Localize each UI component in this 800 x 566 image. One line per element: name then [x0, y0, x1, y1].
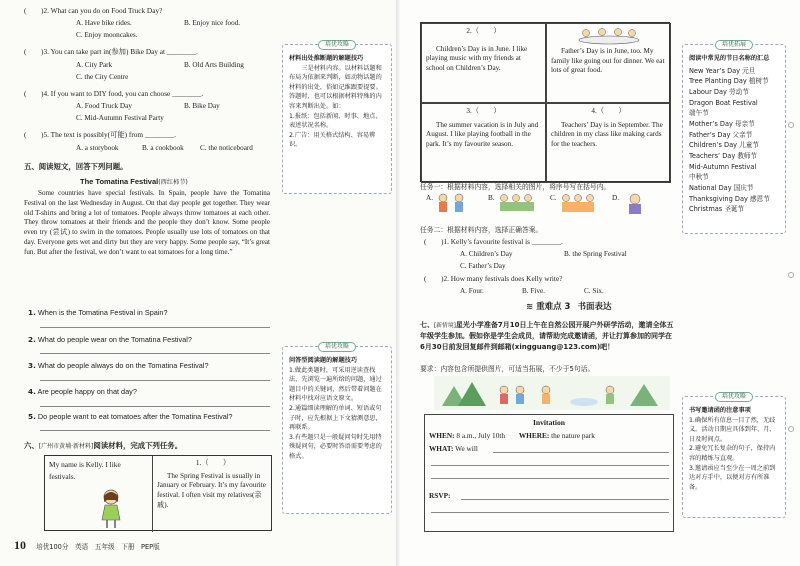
- invitation-tips-box: [682, 393, 786, 518]
- box-content: [283, 45, 391, 150]
- option-c[interactable]: C. the noticeboard: [200, 144, 253, 152]
- q-text: What do people always do on the Tomatina Festival?: [37, 361, 209, 370]
- answer-paren[interactable]: ( ): [424, 237, 444, 246]
- answer-line-4[interactable]: [40, 406, 270, 407]
- option-b[interactable]: B. Enjoy nice food.: [184, 19, 241, 27]
- question-1: [28, 308, 168, 317]
- what-label: WHAT:: [429, 444, 454, 453]
- cell-text: Children’s Day is in June. I like playing music with my friends at school on Children’s Day.: [426, 44, 528, 73]
- box-point-2: 2.避免冗长复杂的句子，保持内容的精炼与直观。: [689, 445, 776, 463]
- festival-item: Children’s Day 儿童节: [689, 141, 759, 150]
- rsvp-line-1[interactable]: [461, 499, 669, 500]
- question-number: 2.: [443, 274, 449, 283]
- answer-paren[interactable]: ( ): [424, 274, 444, 283]
- question-text: How many festivals does Kelly write?: [450, 274, 563, 283]
- binder-hole-icon: [788, 426, 794, 432]
- mc-options-2b: [76, 31, 137, 40]
- mc-question-2: [24, 6, 162, 15]
- box-badge: 培优攻略: [318, 40, 356, 50]
- question-number: 5.: [43, 130, 49, 139]
- option-c[interactable]: C. Six.: [584, 287, 604, 295]
- option-b[interactable]: B. Old Arts Building: [184, 61, 244, 69]
- pic-label-d[interactable]: D.: [612, 194, 619, 202]
- page-number: 10: [14, 538, 26, 552]
- footer-text: 培优100分 英语 五年级 下册 PEP版: [36, 543, 160, 551]
- festival-list: [689, 66, 781, 215]
- task2-question-1: [424, 237, 563, 246]
- question-2: [28, 335, 192, 344]
- box-content: [683, 397, 785, 492]
- mc-options-5: [76, 144, 253, 153]
- cell-text: Teachers’ Day is in September. The children in my class like making cards for the teachers.: [551, 120, 663, 149]
- box-content: [683, 45, 785, 215]
- festival-item: Thanksgiving Day 感恩节: [689, 194, 770, 203]
- answer-paren[interactable]: ( ): [24, 89, 44, 98]
- answer-paren[interactable]: ( ): [24, 47, 44, 56]
- cell-text: Father’s Day is in June, too. My family like going out for dinner. We eat lots of great food.: [551, 47, 665, 75]
- answer-line-1[interactable]: [40, 327, 270, 328]
- mc-options-2: [76, 19, 240, 28]
- when-label: WHEN:: [429, 431, 455, 440]
- box-point-3: 3.有些题只是一般疑问句时先用特殊疑问句，必要时答语需要考虑的格式。: [289, 433, 382, 461]
- mc-question-4: [24, 89, 203, 98]
- kelly-intro: My name is Kelly. I like festivals.: [49, 460, 121, 481]
- what-line-3[interactable]: [431, 478, 669, 479]
- q-num: 1.: [28, 308, 36, 317]
- where-value: the nature park: [551, 431, 595, 440]
- box-point-2: 2.广告：用关格式结构、容易辨识。: [289, 131, 376, 149]
- question-text: You can take part in(参加) Bike Day at ________.: [50, 47, 198, 56]
- rsvp-line-2[interactable]: [431, 512, 669, 513]
- q-num: 2.: [28, 335, 36, 344]
- what-value: We will: [455, 444, 478, 453]
- what-line-2[interactable]: [431, 465, 669, 466]
- mc-options-3b: [76, 73, 128, 82]
- picture-options: [426, 192, 670, 224]
- extension-box: [682, 41, 786, 234]
- q-text: Do people want to eat tomatoes after the Tomatina Festival?: [37, 412, 233, 421]
- box-point-1: 1.报纸：包括新闻、时事、地点、表述状况名称。: [289, 112, 382, 130]
- answer-line-2[interactable]: [40, 353, 270, 354]
- task2-options-2: [460, 287, 604, 296]
- festival-item: New Year’s Day 元旦: [689, 66, 756, 75]
- strategy-box-2: [282, 343, 392, 514]
- box-heading: 阅读中常见的节日名称的汇总: [689, 55, 770, 62]
- cell-number[interactable]: 2.（ ）: [466, 27, 501, 35]
- passage-title: [80, 177, 188, 187]
- item-1-number[interactable]: 1.（ ）: [195, 459, 231, 467]
- option-a[interactable]: A. Four.: [460, 287, 484, 295]
- section-7-text: 星光小学准备7月10日上午在自然公园开展户外研学活动，邀请全体五年级学生参加。假如你是学生会成员，请帮助完成邀请函，并让打算参加的同学在6月30日前发回复邮件到邮箱(xingguang@123.com)吧！: [420, 321, 674, 351]
- pic-label-a[interactable]: A.: [426, 194, 433, 202]
- passage-text: Some countries have special festivals. In Spain, people have the Tomatina Festival on the last Wednesday in August. On that day people get together. They wear old T-shirts and bring a lot of tomatoes. People always throw tomatoes at each other. They throw tomatoes at their friends and the people they don’t know. Some people even try (尝试) to swim in the tomatoes. People usually use lots of tomatoes on that day. Everyone gets wet and dirty but they are very happy. Some people say, “It’s great fun. But after the festival, we don’t want to eat tomatoes for a long time.”: [24, 189, 270, 256]
- where-label: WHERE:: [518, 431, 550, 440]
- q-text: Are people happy on that day?: [37, 387, 137, 396]
- page-footer: [14, 538, 160, 553]
- binder-hole-icon: [788, 122, 794, 128]
- box-point-2: 2.通篇细读理解的单词、短语或句子时，应先根据上下文猜测意思，再联系。: [289, 405, 382, 432]
- passage-title-cn: (西红柿节): [158, 179, 188, 186]
- option-a[interactable]: A. City Park: [76, 61, 113, 69]
- cell-teachers-day: [546, 103, 671, 183]
- passage-title-en: The Tomatina Festival: [80, 177, 159, 186]
- box-badge: 培优拓展: [715, 40, 753, 50]
- section-6-title: [24, 441, 182, 451]
- mc-options-4b: [76, 114, 164, 123]
- cell-number[interactable]: 3.（ ）: [466, 107, 501, 115]
- item-1-text: The Spring Festival is usually in January or February. It’s my favourite festival. I often visit my relatives(亲戚).: [157, 471, 266, 509]
- pic-b-icon: [496, 192, 540, 218]
- box-point-1: 1.做此类题时，可采用逆读查找法，先浏览一遍所给的问题，通过题目中的关键词，然后带着问题在材料中找对应语文原文。: [289, 366, 382, 403]
- festival-item: National Day 国庆节: [689, 184, 754, 192]
- banner-wave-icon: ≋: [526, 302, 534, 312]
- festival-item: Father’s Day 父亲节: [689, 130, 753, 139]
- q-text: What do people wear on the Tomatina Festival?: [37, 335, 192, 344]
- key-point-title: 书面表达: [577, 302, 612, 312]
- option-a[interactable]: A. Children’s Day: [460, 250, 513, 258]
- section-title-text: 阅读材料，完成下列任务。: [93, 441, 183, 450]
- invitation-rsvp: [429, 491, 451, 500]
- box-content: [283, 347, 391, 462]
- q-text: When is the Tomatina Festival in Spain?: [37, 308, 168, 317]
- task2-options-1b: [460, 262, 506, 271]
- mc-options-3: [76, 61, 244, 70]
- box-heading: 书写邀请函的注意事项: [689, 407, 751, 414]
- cell-text: The summer vacation is in July and August. I like playing football in the park. It’s my favourite season.: [426, 120, 539, 149]
- festival-item: Dragon Boat Festival: [689, 98, 758, 107]
- box-point-3: 3.邀请函应当至少在一周之前到达对方手中，以便对方有所准备。: [689, 464, 776, 491]
- pic-c-icon: [558, 192, 598, 218]
- option-c[interactable]: C. Enjoy mooncakes.: [76, 31, 138, 39]
- cell-summer-vacation: [421, 103, 546, 183]
- task2-options-1: [460, 250, 627, 259]
- box-badge: 培优攻略: [715, 392, 753, 402]
- q-num: 5.: [28, 412, 36, 421]
- pic-label-b[interactable]: B.: [488, 194, 495, 202]
- girl-illustration: [97, 488, 125, 530]
- source-tag: [广州市黄埔·新材料]: [38, 443, 94, 450]
- section-7-requirement: 要求：内容包含所提供图片，可适当拓展，不少于5句话。: [420, 365, 595, 373]
- right-page: [400, 0, 800, 566]
- binder-hole-icon: [788, 272, 794, 278]
- section-tag: [新情境]: [434, 323, 456, 329]
- when-value: 8 a.m., July 10th: [456, 431, 506, 440]
- pic-d-icon: [620, 192, 650, 218]
- festival-item: 端午节: [689, 109, 709, 118]
- answer-paren[interactable]: ( ): [24, 130, 44, 139]
- question-text: The text is possibly(可能) from ________.: [50, 130, 176, 139]
- q-num: 4.: [28, 387, 36, 396]
- section-5-title: 五、阅读短文，回答下列问题。: [24, 162, 128, 171]
- task-1: 任务一：根据材料内容，选择相关的图片，将序号写在括号内。: [420, 183, 611, 191]
- spring-festival-cell: [153, 456, 273, 532]
- answer-paren[interactable]: ( ): [24, 6, 44, 15]
- festival-item: Christmas 圣诞节: [689, 205, 745, 214]
- question-number: 1.: [443, 237, 449, 246]
- box-heading: 材料出处推断题的解题技巧: [289, 55, 364, 62]
- what-line-1[interactable]: [493, 452, 669, 453]
- festival-item: Mid-Autumn Festival: [689, 162, 757, 171]
- cell-childrens-day: [421, 23, 546, 103]
- invitation-title: Invitation: [532, 418, 566, 427]
- question-text: What can you do on Food Truck Day?: [50, 6, 163, 15]
- answer-line-3[interactable]: [40, 380, 270, 381]
- box-body: 三是材料内容。以材料话题和布局为依据来判断，如动物话题的材料的出处，俗如记维跟要提要。答题时，也可以根据材料特殊的内容来判断出处。如：: [289, 64, 382, 111]
- section-number: 六、: [24, 441, 39, 450]
- invitation-card: [424, 414, 674, 532]
- question-number: 2.: [43, 6, 49, 15]
- kelly-table: [44, 455, 272, 531]
- option-b[interactable]: B. the Spring Festival: [564, 250, 627, 258]
- cell-fathers-day: [546, 23, 671, 103]
- festival-item: Mother’s Day 母亲节: [689, 119, 755, 128]
- rsvp-label: RSVP:: [429, 491, 451, 500]
- festival-item: Tree Planting Day 植树节: [689, 77, 769, 86]
- question-3: [28, 361, 209, 370]
- mc-options-4: [76, 102, 220, 111]
- pic-a-icon: [434, 192, 470, 218]
- option-c[interactable]: C. Mid-Autumn Festival Party: [76, 114, 164, 122]
- answer-line-5[interactable]: [40, 430, 270, 431]
- festival-table: [420, 22, 670, 182]
- strategy-box-1: [282, 41, 392, 194]
- festival-item: Teachers’ Day 教师节: [689, 151, 758, 160]
- outdoor-activity-illustration: [434, 376, 670, 410]
- q-num: 3.: [28, 361, 36, 370]
- option-a[interactable]: A. a storybook: [76, 144, 119, 152]
- option-b[interactable]: B. a cookbook: [142, 144, 184, 152]
- key-point-banner: [526, 302, 650, 316]
- option-b[interactable]: B. Bike Day: [184, 102, 220, 110]
- question-5: [28, 412, 232, 421]
- mc-question-3: [24, 47, 198, 56]
- option-c[interactable]: C. Father’s Day: [460, 262, 506, 270]
- box-point-1: 1.确保所有信息一目了然，无歧义。活动日期应具体到年、月、日及时间点。: [689, 416, 776, 443]
- pic-label-c[interactable]: C.: [550, 194, 557, 202]
- question-text: Kelly’s favourite festival is ________.: [450, 237, 563, 246]
- question-text: If you want to DIY food, you can choose ________.: [50, 89, 204, 98]
- mc-question-5: [24, 130, 176, 139]
- task-2: 任务二：根据材料内容，选择正确答案。: [420, 226, 543, 234]
- invitation-when-where: [429, 431, 595, 440]
- family-dinner-illustration: [574, 27, 644, 45]
- question-number: 3.: [43, 47, 49, 56]
- festival-item: 中秋节: [689, 173, 709, 182]
- option-c[interactable]: C. the City Centre: [76, 73, 129, 81]
- section-number: 七、: [420, 321, 434, 329]
- question-4: [28, 387, 137, 396]
- cell-number[interactable]: 4.（ ）: [591, 107, 626, 115]
- festival-item: Labour Day 劳动节: [689, 87, 749, 96]
- key-point-label: 重难点 3: [536, 302, 571, 312]
- question-number: 4.: [43, 89, 49, 98]
- section-7: [420, 320, 676, 353]
- box-heading: 问答型阅读题的解题技巧: [289, 357, 358, 364]
- kelly-cell: [45, 456, 153, 532]
- option-b[interactable]: B. Five.: [522, 287, 545, 295]
- option-a[interactable]: A. Food Truck Day: [76, 102, 132, 110]
- box-badge: 培优攻略: [318, 342, 356, 352]
- invitation-what: [429, 444, 478, 453]
- option-a[interactable]: A. Have bike rides.: [76, 19, 132, 27]
- task2-question-2: [424, 274, 562, 283]
